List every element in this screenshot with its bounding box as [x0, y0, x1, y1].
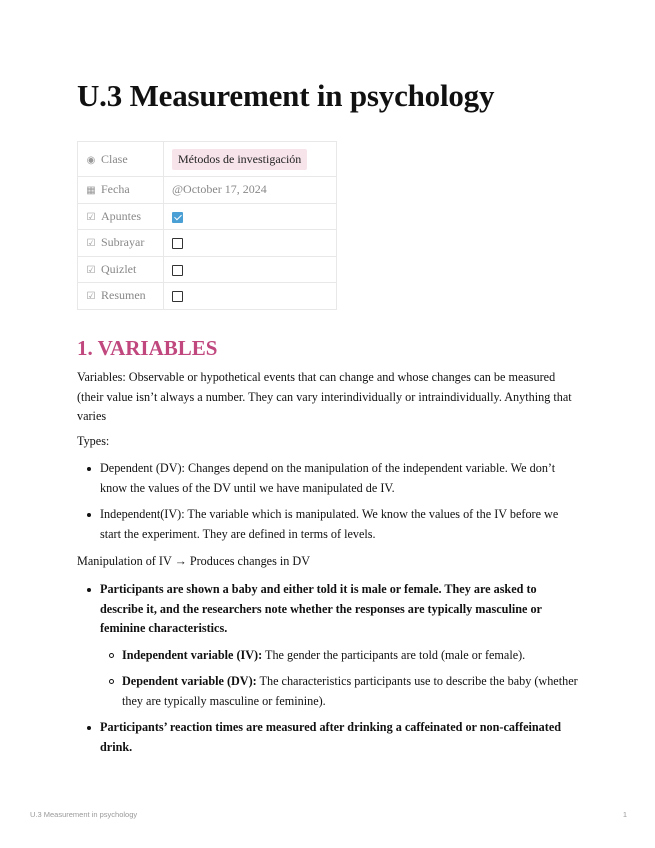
definition-paragraph: Variables: Observable or hypothetical events that can change and whose changes can be measured (their value isn’t always a number. They can vary interindividually or intraindividually. Anything that varies — [77, 370, 572, 423]
property-row-subrayar — [78, 230, 337, 257]
examples-list — [77, 580, 582, 757]
checkbox-prop-icon: ☑ — [86, 238, 96, 250]
page-number: 1 — [622, 810, 627, 819]
property-key: Resumen — [101, 288, 146, 303]
footer-title: U.3 Measurement in psychology — [30, 810, 138, 819]
property-key: Subrayar — [101, 235, 145, 250]
sub-label: Independent variable (IV): — [122, 647, 263, 662]
subrayar-checkbox[interactable] — [172, 238, 183, 249]
property-key: Quizlet — [101, 261, 137, 276]
types-label: Types: — [77, 434, 110, 448]
resumen-checkbox[interactable] — [172, 291, 183, 302]
list-item: Dependent (DV): Changes depend on the manipulation of the independent variable. We don’t know the values of the DV until we have manipulated de IV. — [77, 459, 582, 498]
list-item — [77, 580, 582, 711]
checkbox-prop-icon: ☑ — [86, 211, 96, 223]
sub-label: Dependent variable (DV): — [122, 674, 257, 688]
property-row-resumen — [78, 283, 337, 310]
page-title: U.3 Measurement in psychology — [77, 78, 495, 113]
manipulation-line: Manipulation of IV → Produces changes in DV — [77, 554, 310, 568]
section-heading: 1. VARIABLES — [77, 336, 218, 360]
select-icon: ◉ — [86, 154, 96, 166]
sub-text: The characteristics participants use to describe the baby (whether they are typically masculine or feminine). — [122, 674, 578, 708]
property-row-apuntes — [78, 203, 337, 230]
property-key: Fecha — [101, 182, 130, 197]
types-list — [77, 459, 582, 544]
quizlet-checkbox[interactable] — [172, 265, 183, 276]
property-key: Apuntes — [101, 208, 141, 223]
list-item: Independent(IV): The variable which is manipulated. We know the values of the IV before we start the experiment. They are defined in terms of levels. — [77, 505, 582, 544]
example-text: Participants are shown a baby and either told it is male or female. They are asked to describe it, and the researchers note whether the responses are typically masculine or feminine characteristics. — [100, 582, 542, 635]
checkbox-prop-icon: ☑ — [86, 291, 96, 303]
property-row-quizlet — [78, 256, 337, 283]
list-item — [100, 646, 582, 666]
sub-text: The gender the participants are told (male or female). — [262, 647, 526, 662]
list-item — [77, 718, 582, 757]
example-text: Participants’ reaction times are measured after drinking a caffeinated or non-caffeinated drink. — [100, 720, 562, 754]
properties-table — [77, 141, 337, 310]
apuntes-checkbox[interactable] — [172, 212, 183, 223]
checkbox-prop-icon: ☑ — [86, 264, 96, 276]
property-row-clase — [78, 142, 337, 177]
date-value[interactable]: @October 17, 2024 — [172, 182, 267, 197]
list-item — [100, 672, 582, 711]
calendar-icon: ▦ — [86, 185, 96, 197]
clase-tag[interactable]: Métodos de investigación — [172, 149, 307, 170]
property-row-fecha — [78, 177, 337, 204]
property-key: Clase — [101, 151, 128, 166]
